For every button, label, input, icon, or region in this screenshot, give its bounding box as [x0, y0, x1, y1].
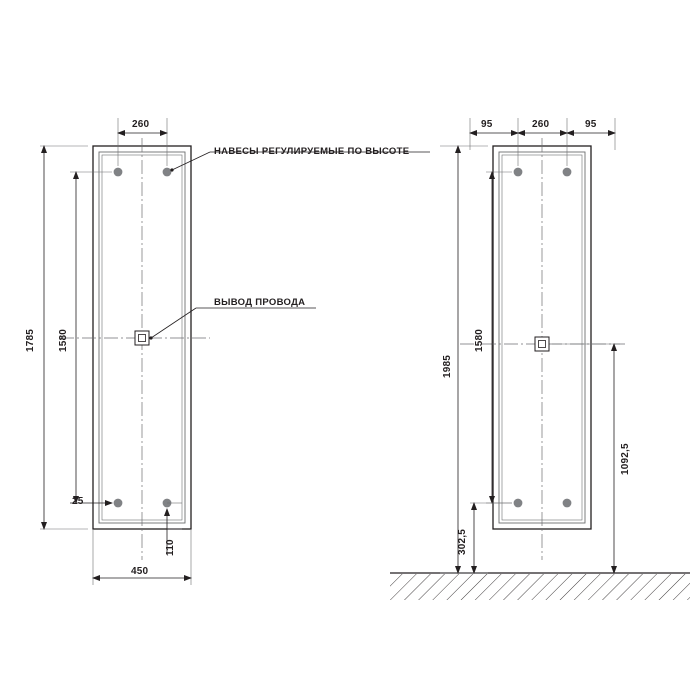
dimension-front-width-450: 450	[131, 566, 149, 577]
dimension-front-1785: 1785	[25, 328, 36, 352]
dimension-side-260: 260	[532, 119, 550, 130]
dimension-side-1580: 1580	[474, 328, 485, 352]
dimension-side-1092-5: 1092,5	[620, 443, 631, 475]
dimension-front-1580: 1580	[58, 328, 69, 352]
dimension-side-302-5: 302,5	[457, 528, 468, 555]
dimension-side-1985: 1985	[442, 354, 453, 378]
dimension-side-95-right: 95	[585, 119, 597, 130]
dimension-front-width-260: 260	[132, 119, 150, 130]
dimension-side-95-left: 95	[481, 119, 493, 130]
side-view-geometry	[390, 118, 690, 600]
front-view-geometry	[40, 118, 430, 585]
dimension-front-25: 25	[72, 496, 84, 507]
dimension-front-110: 110	[165, 539, 176, 556]
annotation-hinges: НАВЕСЫ РЕГУЛИРУЕМЫЕ ПО ВЫСОТЕ	[214, 146, 410, 157]
annotation-cable-outlet: ВЫВОД ПРОВОДА	[214, 297, 306, 308]
